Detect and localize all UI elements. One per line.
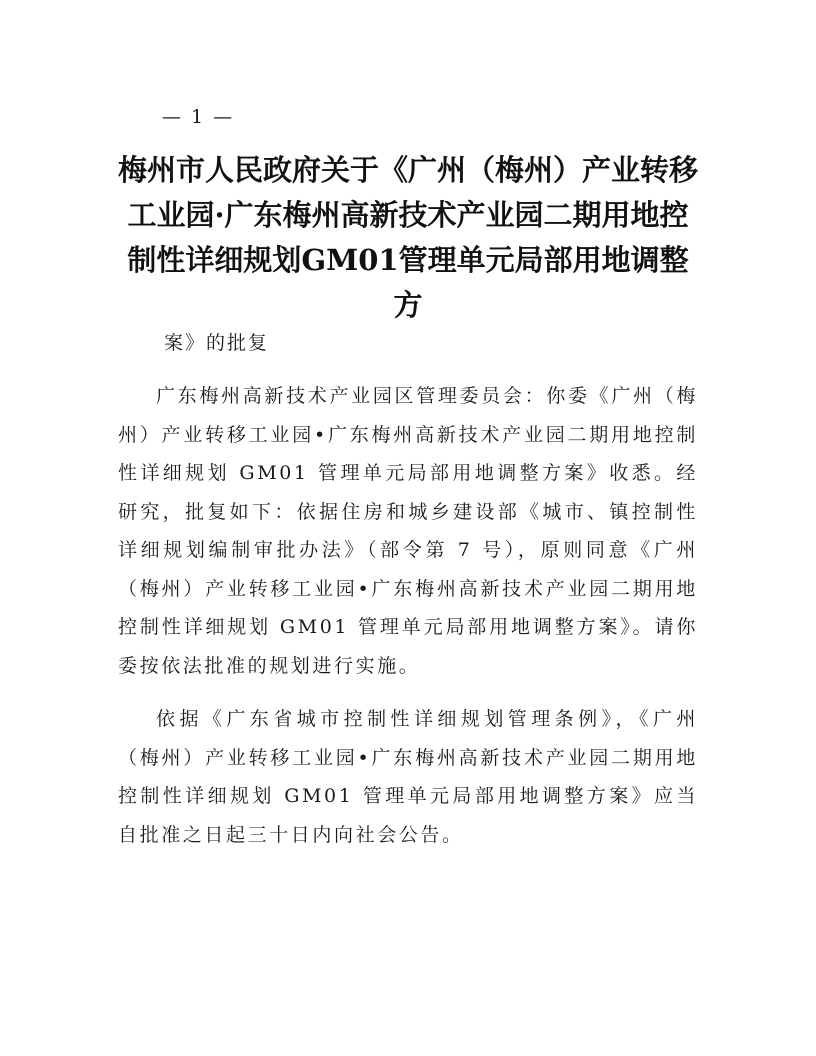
body-paragraph-1-block [118,377,698,685]
body-paragraph: 依据《广东省城市控制性详细规划管理条例》，《广州（梅州）产业转移工业园•广东梅州高新技术产业园二期用地控制性详细规划 GM01 管理单元局部用地调整方案》应当自批准之日起三十日内向社会公告。 [118,708,698,846]
document-title-continuation: 案》的批复 [164,332,270,354]
document-title: 梅州市人民政府关于《广州（梅州）产业转移工业园·广东梅州高新技术产业园二期用地控制性详细规划GM01管理单元局部用地调整方 [118,153,699,322]
page-number: — 1 — [162,106,235,128]
body-paragraph-2-block [118,700,698,854]
body-paragraph: 广东梅州高新技术产业园区管理委员会：你委《广州（梅州）产业转移工业园•广东梅州高新技术产业园二期用地控制性详细规划 GM01 管理单元局部用地调整方案》收悉。经研究，批复如下：依据住房和城乡建设部《城市、镇控制性详细规划编制审批办法》（部令第 7 号），原则同意《广州（梅州）产业转移工业园•广东梅州高新技术产业园二期用地控制性详细规划 GM01 管理单元局部用地调整方案》。请你委按依法批准的规划进行实施。 [118,385,698,677]
